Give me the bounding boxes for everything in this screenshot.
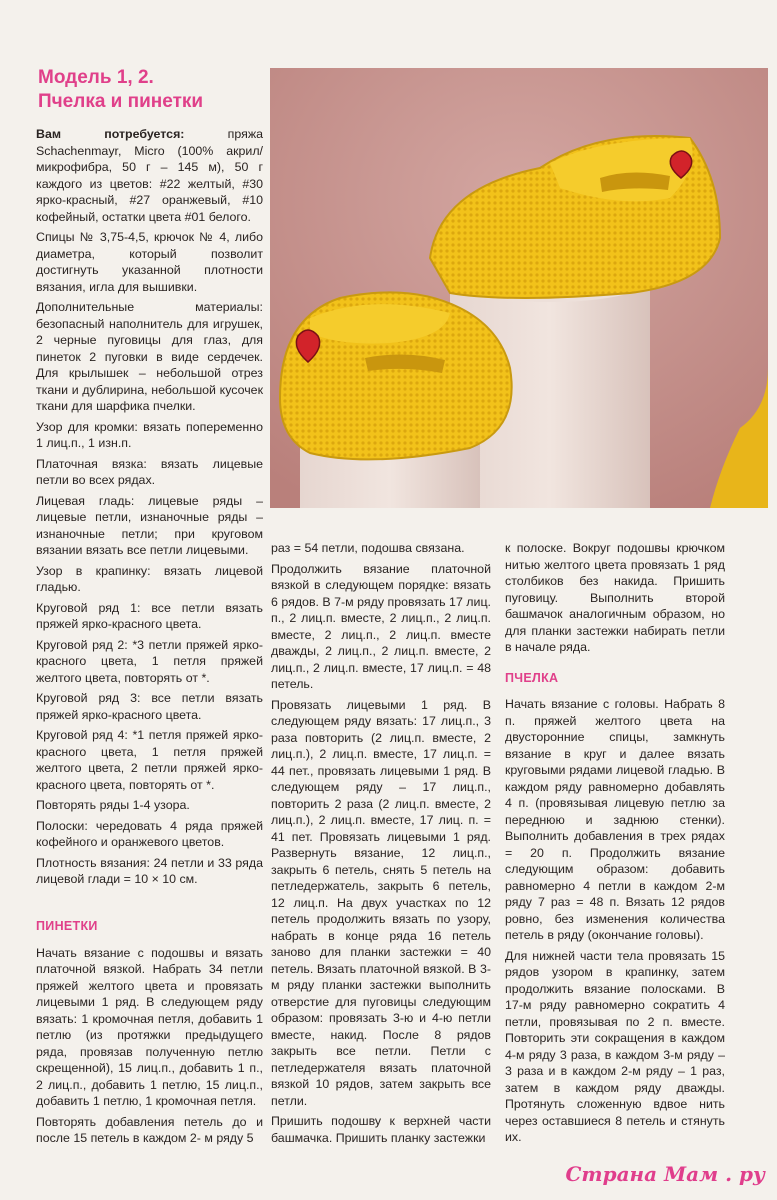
column-1-booties xyxy=(36,904,263,1151)
bee-paragraph-2: Для нижней части тела провязать 15 рядов узором в крапинку, затем продолжить вязание полосками. В 17-м ряду равномерно сократить 4 петли, провязывая по 2 п. вместе. Повторить эти сокращения в каждом 4-м ряду 3 раза, в каждом 3-м ряду – 3 раза и в каждом 2-м ряду – 1 раз, затем в каждом ряду дважды. Протянуть сложенную вдвое нить через оставшиеся 8 петель и стянуть их. xyxy=(505,948,725,1144)
round-1-paragraph: Круговой ряд 1: все петли вязать пряжей ярко-красного цвета. xyxy=(36,600,263,631)
edge-pattern-paragraph: Узор для кромки: вязать попеременно 1 лиц.п., 1 изн.п. xyxy=(36,419,263,450)
booties-heading: ПИНЕТКИ xyxy=(36,919,98,933)
title-line-2: Пчелка и пинетки xyxy=(38,91,204,112)
materials-label: Вам потребуется: xyxy=(36,127,185,141)
col2-paragraph-2: Продолжить вязание платочной вязкой в следующем порядке: вязать 6 рядов. В 7-м ряду провязать 17 лиц. п., 2 лиц.п. вместе, 2 лиц.п., 2 лиц.п. вместе, 2 лиц.п., 2 лиц.п. вместе дважды, 2 лиц.п., 2 лиц.п. вместе, 2 лиц.п., 2 лиц.п. вместе, 17 лиц.п. = 48 петель. xyxy=(271,561,491,691)
booties-photo xyxy=(270,68,768,508)
materials-text: пряжа Schachenmayr, Micro (100% акрил/микрофибра, 50 г – 145 м), 50 г каждого из цветов: #22 желтый, #30 ярко-красный, #27 оранжевый, #10 кофейный, остатки цвета #01 белого. xyxy=(36,127,264,224)
tools-paragraph: Спицы № 3,75-4,5, крючок № 4, либо диаметра, который позволит достигнуть указанной плотности вязания, игла для вышивки. xyxy=(36,230,263,294)
garter-stitch-paragraph: Платочная вязка: вязать лицевые петли во всех рядах. xyxy=(36,456,263,487)
booties-illustration xyxy=(270,68,768,508)
col2-paragraph-1: раз = 54 петли, подошва связана. xyxy=(271,541,465,555)
column-2 xyxy=(271,540,491,1150)
extra-materials-paragraph: Дополнительные материалы: безопасный наполнитель для игрушек, 2 черные пуговицы для глаз, для пинеток 2 пуговки в виде сердечек. Для крылышек – небольшой отрез ткани и дублирина, небольшой кусочек ткани для шарфика пчелки. xyxy=(36,300,263,413)
gauge-paragraph: Плотность вязания: 24 петли и 33 ряда лицевой глади = 10 × 10 см. xyxy=(36,855,263,886)
col3-paragraph-1: к полоске. Вокруг подошвы крючком нитью желтого цвета провязать 1 ряд столбиков без накида. Пришить пуговицу. Выполнить второй башмачок аналогичным образом, но для планки застежки набирать петли в начале ряда. xyxy=(505,541,725,654)
booties-paragraph-1: Начать вязание с подошвы и вязать платочной вязкой. Набрать 34 петли пряжей желтого цвета и провязать лицевыми 1 ряд. В следующем ряду вязать: 1 кромочная петля, добавить 1 петлю (из протяжки предыдущего ряда, провязав полученную петлю скрещенной), 15 лиц.п., добавить 1 п., 2 лиц.п., добавить 1 петлю, 15 лиц.п., добавить 1 петлю, 1 кромочная петля. xyxy=(36,945,263,1108)
col2-paragraph-3: Провязать лицевыми 1 ряд. В следующем ряду вязать: 17 лиц.п., 3 раза повторить (2 лиц.п. вместе, 2 лиц.п.), 2 лиц.п. вместе, 17 лиц.п. = 44 пет., провязать лицевыми 1 ряд. В следующем ряду – 17 лиц.п., повторить 2 раза (2 лиц.п. вместе, 2 лиц.п.), 2 лиц.п. вместе, 17 лиц. п. = 41 пет. Провязать лицевыми 1 ряд. Развернуть вязание, 12 лиц.п., закрыть 6 петель, снять 5 петель на петледержатель, закрыть 6 петель, 12 лиц.п. На двух участках по 12 петель продолжить вязать по узору, набрать в конце ряда 16 петель заново для планки застежки = 40 петель. Вязать платочной вязкой. В 3-м ряду планки застежки выполнить отверстие для пуговицы следующим образом: провязать 3-ю и 4-ю петли вместе, накид. После 8 рядов закрыть все петли. Петли с петледержателя вязать платочной вязкой 10 рядов, затем закрыть все петли. xyxy=(271,697,491,1108)
title-line-1: Модель 1, 2. xyxy=(38,67,154,88)
column-1-materials xyxy=(36,126,263,892)
booties-paragraph-2: Повторять добавления петель до и после 15 петель в каждом 2- м ряду 5 xyxy=(36,1114,263,1145)
col2-paragraph-4: Пришить подошву к верхней части башмачка. Пришить планку застежки xyxy=(271,1114,491,1145)
bee-paragraph-1: Начать вязание с головы. Набрать 8 п. пряжей желтого цвета на двусторонние спицы, замкнуть вязание в круг и далее вязать круговыми рядами лицевой гладью. В каждом ряду равномерно добавлять 4 п. (провязывая лицевую петлю за переднюю и заднюю стенки). Выполнить добавления в трех рядах = 20 п. Продолжить вязание следующим образом: добавить равномерно 4 петли в каждом 2-м ряду 7 раз = 48 п. Вязать 12 рядов ровно, без изменения количества петель в ряду (окончание головы). xyxy=(505,697,725,942)
stripes-paragraph: Полоски: чередовать 4 ряда пряжей кофейного и оранжевого цветов. xyxy=(36,818,263,849)
site-watermark: Страна Мам . ру xyxy=(565,1162,765,1186)
repeat-rows-paragraph: Повторять ряды 1-4 узора. xyxy=(36,798,190,812)
speckle-pattern-paragraph: Узор в крапинку: вязать лицевой гладью. xyxy=(36,563,263,594)
stockinette-paragraph: Лицевая гладь: лицевые ряды – лицевые петли, изнаночные ряды – изнаночные петли; при круговом вязании вязать все петли лицевыми. xyxy=(36,493,263,557)
bee-heading: ПЧЕЛКА xyxy=(505,670,559,685)
materials-paragraph xyxy=(36,126,263,225)
round-4-paragraph: Круговой ряд 4: *1 петля пряжей ярко-красного цвета, 1 петля пряжей желтого цвета, 2 петли пряжей ярко-красного цвета, повторять от *. xyxy=(36,728,263,792)
column-3 xyxy=(505,540,725,1150)
round-2-paragraph: Круговой ряд 2: *3 петли пряжей ярко-красного цвета, 1 петля пряжей желтого цвета, повторять от *. xyxy=(36,637,263,685)
round-3-paragraph: Круговой ряд 3: все петли вязать пряжей ярко-красного цвета. xyxy=(36,691,263,722)
article-title xyxy=(38,66,268,114)
